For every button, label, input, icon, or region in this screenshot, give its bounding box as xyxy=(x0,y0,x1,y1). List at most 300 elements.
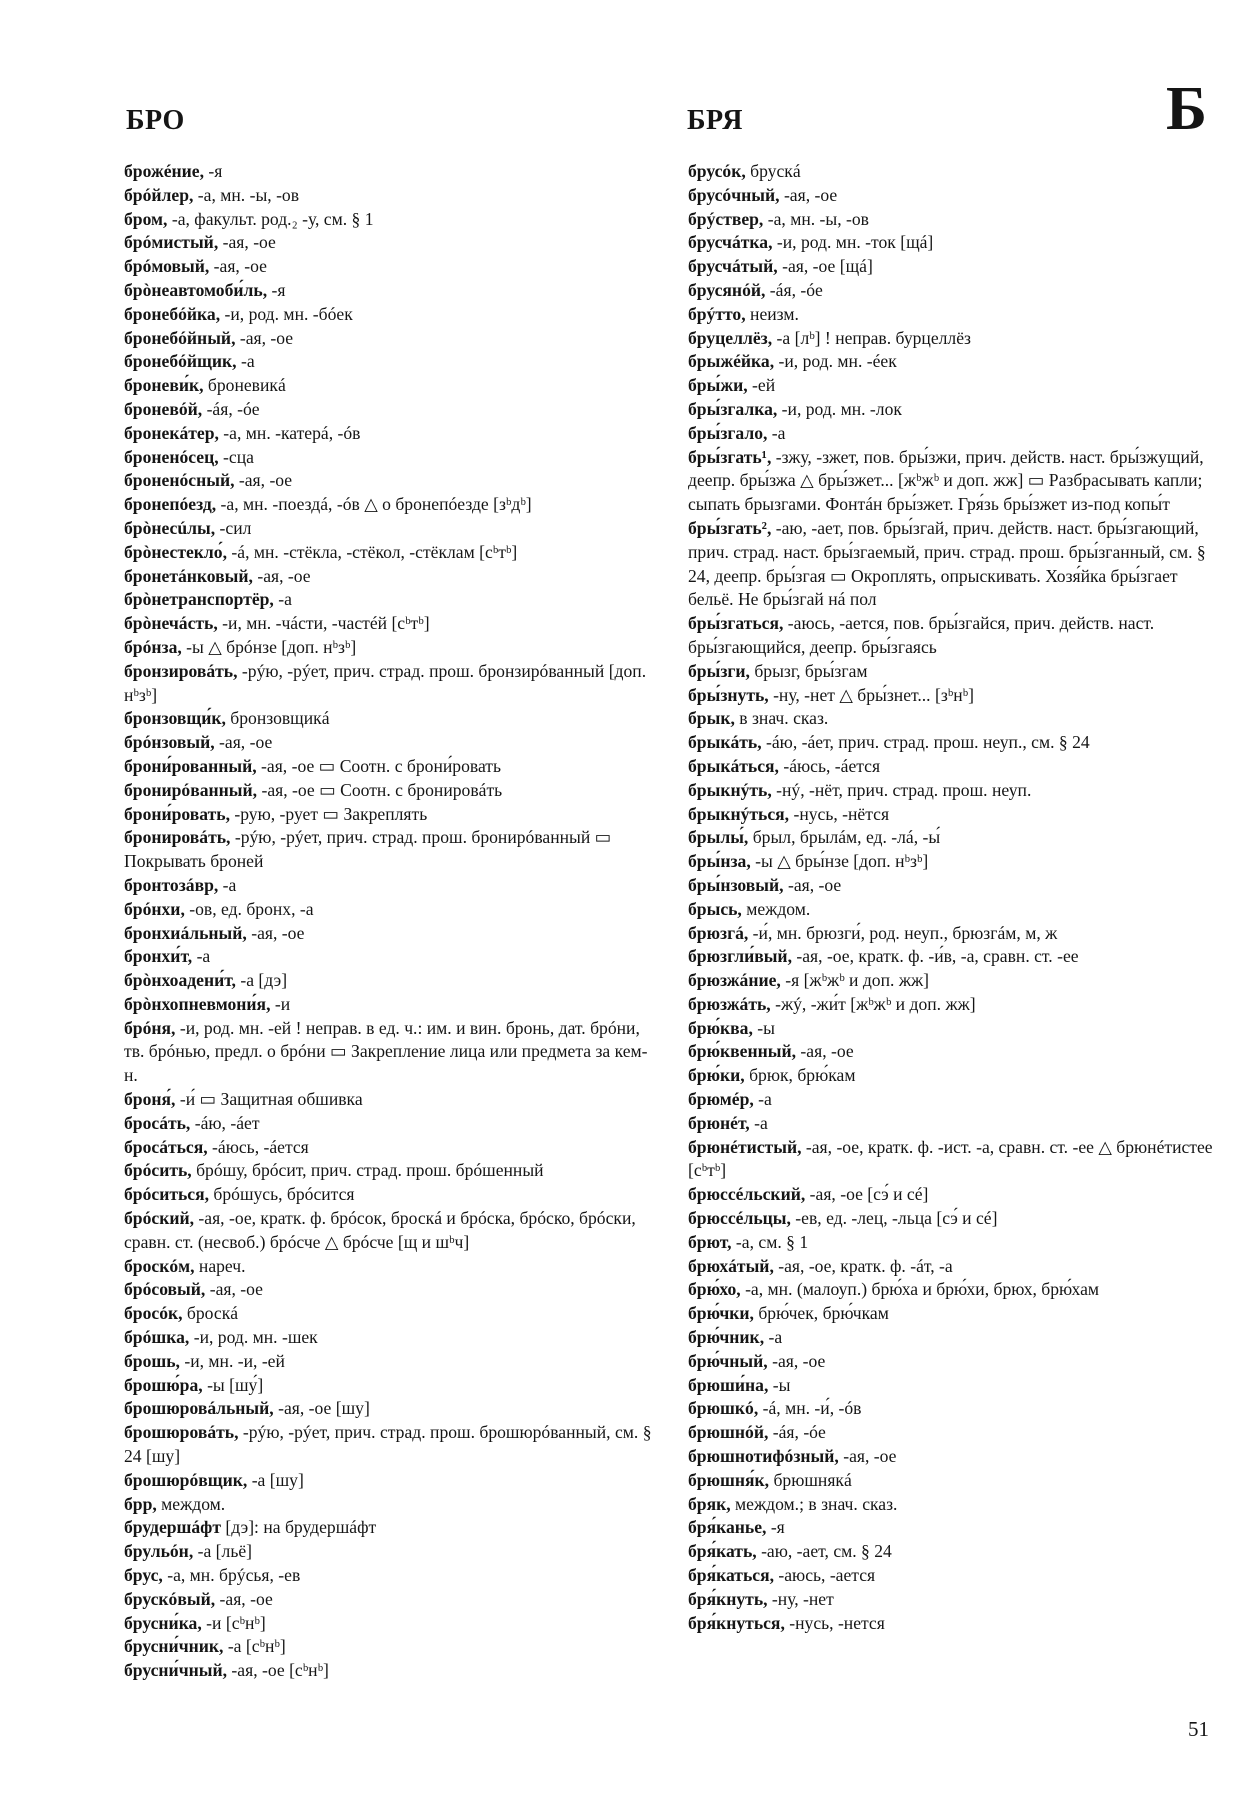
dictionary-entry xyxy=(688,874,1214,898)
dictionary-entry xyxy=(688,945,1214,969)
entry-headword: брю́ква, xyxy=(688,1017,753,1038)
entry-definition: -а, факульт. род.₂ -у, см. § 1 xyxy=(167,208,374,229)
entry-headword: брю́чный, xyxy=(688,1350,768,1371)
entry-headword: бря́канье, xyxy=(688,1517,767,1538)
dictionary-entry xyxy=(688,1040,1214,1064)
entry-definition: -ну, -нет △ бры́знет... [зᵇнᵇ] xyxy=(768,684,974,705)
dictionary-entry xyxy=(688,1326,1214,1350)
entry-headword: бронхи́т, xyxy=(124,946,193,967)
entry-headword: брусянóй, xyxy=(688,279,766,300)
dictionary-entry xyxy=(124,1564,658,1588)
entry-definition: -ы △ брóнзе [доп. нᵇзᵇ] xyxy=(181,636,357,657)
dictionary-entry xyxy=(124,779,658,803)
entry-headword: брони́ровать, xyxy=(124,803,230,824)
entry-headword: брусóк, xyxy=(688,161,746,181)
dictionary-entry xyxy=(124,1302,658,1326)
entry-headword: брюссéльцы, xyxy=(688,1208,791,1229)
entry-definition: -ая, -ое xyxy=(246,922,305,943)
dictionary-entry xyxy=(124,1159,658,1183)
entry-definition: -а, см. § 1 xyxy=(731,1231,809,1252)
dictionary-entry xyxy=(124,1659,658,1683)
entry-headword: брюссéльский, xyxy=(688,1184,806,1205)
entry-headword: бронебóйка, xyxy=(124,303,221,324)
entry-definition: -и, мн. -и, -ей xyxy=(179,1350,285,1371)
dictionary-entry xyxy=(688,1612,1214,1636)
entry-headword: брус, xyxy=(124,1565,163,1586)
entry-headword: бры́зги, xyxy=(688,660,750,681)
entry-definition: -и, род. мн. -éек xyxy=(774,351,897,372)
dictionary-entry xyxy=(688,160,1214,184)
entry-definition: -а [сᵇнᵇ] xyxy=(223,1636,286,1657)
dictionary-entry xyxy=(124,612,658,636)
dictionary-entry xyxy=(688,1255,1214,1279)
entry-definition: -áя, -óе xyxy=(202,398,260,419)
entry-headword: брюшкó, xyxy=(688,1398,759,1419)
dictionary-entry xyxy=(688,922,1214,946)
dictionary-entry xyxy=(124,1112,658,1136)
entry-headword: бря́кнуться, xyxy=(688,1612,785,1633)
dictionary-entry xyxy=(688,826,1214,850)
entry-definition: -ев, ед. -лец, -льца [сэ́ и сé] xyxy=(790,1208,998,1229)
entry-headword: брылы́, xyxy=(688,827,749,848)
entry-headword: бря́кнуть, xyxy=(688,1588,768,1609)
entry-headword: брыкнýть, xyxy=(688,779,772,800)
dictionary-entry xyxy=(688,1350,1214,1374)
entry-headword: брю́ки, xyxy=(688,1065,745,1086)
entry-headword: бры́жи, xyxy=(688,375,748,396)
dictionary-entry xyxy=(124,945,658,969)
dictionary-entry xyxy=(124,493,658,517)
dictionary-entry xyxy=(124,350,658,374)
dictionary-entry xyxy=(688,184,1214,208)
dictionary-entry xyxy=(124,1635,658,1659)
entry-headword: брýтто, xyxy=(688,303,746,324)
entry-headword: брюмéр, xyxy=(688,1089,754,1110)
entry-definition: -áя, -óе xyxy=(765,279,823,300)
dictionary-entry xyxy=(124,1278,658,1302)
dictionary-entry xyxy=(124,160,658,184)
entry-headword: брóнза, xyxy=(124,636,182,657)
entry-definition: -áя, -óе xyxy=(768,1422,826,1443)
dictionary-entry xyxy=(688,1374,1214,1398)
entry-definition: -ая, -ое, кратк. ф. -áт, -а xyxy=(773,1255,953,1276)
entry-definition: -а [лᵇ] ! неправ. бурцеллёз xyxy=(772,327,971,348)
entry-headword: бры́нзовый, xyxy=(688,874,784,895)
dictionary-entry xyxy=(688,1397,1214,1421)
dictionary-entry xyxy=(688,1564,1214,1588)
entry-headword: брыкáть, xyxy=(688,732,762,753)
entry-headword: брю́хо, xyxy=(688,1279,741,1300)
dictionary-entry xyxy=(124,588,658,612)
entry-headword: бром, xyxy=(124,208,168,229)
dictionary-entry xyxy=(124,1397,658,1421)
dictionary-entry xyxy=(688,517,1214,612)
entry-headword: брусóчный, xyxy=(688,184,780,205)
entry-headword: брусни́ка, xyxy=(124,1612,202,1633)
dictionary-entry xyxy=(688,898,1214,922)
entry-definition: -ая, -ое xyxy=(214,732,273,753)
entry-definition: -ая, -ое xyxy=(779,184,838,205)
entry-headword: брóнзовый, xyxy=(124,732,215,753)
entry-definition: -ая, -ое xyxy=(767,1350,826,1371)
dictionary-entry xyxy=(688,1112,1214,1136)
dictionary-entry xyxy=(124,446,658,470)
entry-headword: брю́чки, xyxy=(688,1303,754,1324)
dictionary-entry xyxy=(124,1017,658,1088)
dictionary-entry xyxy=(688,660,1214,684)
dictionary-entry xyxy=(124,327,658,351)
running-header-right: БРЯ xyxy=(687,105,743,136)
entry-headword: брóмистый, xyxy=(124,232,219,253)
dictionary-entry xyxy=(124,731,658,755)
entry-headword: брòнетранспортёр, xyxy=(124,589,274,610)
dictionary-entry xyxy=(688,1136,1214,1184)
entry-headword: бры́згало, xyxy=(688,422,768,443)
entry-definition: -и, род. мн. -бóек xyxy=(220,303,353,324)
entry-headword: брю́квенный, xyxy=(688,1041,797,1062)
entry-definition: -и, род. мн. -лок xyxy=(777,398,902,419)
dictionary-entry xyxy=(688,1588,1214,1612)
dictionary-entry xyxy=(124,279,658,303)
entry-headword: брусчáтый, xyxy=(688,256,778,277)
dictionary-entry xyxy=(124,922,658,946)
running-header-left: БРО xyxy=(126,105,185,136)
entry-headword: брык, xyxy=(688,708,735,729)
entry-definition: -нусь, -нётся xyxy=(789,803,890,824)
entry-definition: -áюсь, -áется xyxy=(778,755,881,776)
dictionary-entry xyxy=(124,1516,658,1540)
entry-headword: брóмовый, xyxy=(124,256,210,277)
dictionary-entry xyxy=(124,422,658,446)
entry-headword: бронетáнковый, xyxy=(124,565,253,586)
dictionary-entry xyxy=(688,327,1214,351)
entry-definition: -ая, -ое xyxy=(218,232,276,253)
entry-headword: брульóн, xyxy=(124,1541,194,1562)
entry-definition: -зжу, -зжет, пов. бры́зжи, прич. действ. наст. бры́зжущий, деепр. бры́зжа △ бры́зжет... [жᵇжᵇ и доп. жж] ▭ Разбрасывать капли; сыпать брызгами. Фонтáн бры́зжет. Гря́зь бры́зжет из-под копы́т xyxy=(688,446,1204,515)
entry-definition: -нусь, -нется xyxy=(784,1612,885,1633)
entry-definition: -ну, -нет xyxy=(767,1588,834,1609)
entry-definition: -и xyxy=(270,993,291,1014)
dictionary-entry xyxy=(124,1136,658,1160)
dictionary-entry xyxy=(124,898,658,922)
entry-headword: брошю́ра, xyxy=(124,1374,203,1395)
dictionary-entry xyxy=(688,731,1214,755)
entry-headword: бронебóйный, xyxy=(124,327,236,348)
entry-headword: брют, xyxy=(688,1231,732,1252)
entry-definition: междом. xyxy=(741,898,811,919)
entry-definition: -ы xyxy=(752,1017,775,1038)
dictionary-entry xyxy=(688,684,1214,708)
entry-headword: бронхиáльный, xyxy=(124,922,247,943)
entry-headword: бры́згать², xyxy=(688,517,772,538)
entry-headword: бруцеллёз, xyxy=(688,327,773,348)
entry-headword: брр, xyxy=(124,1493,157,1514)
dictionary-entry xyxy=(124,969,658,993)
dictionary-entry xyxy=(688,612,1214,660)
entry-headword: брòнхопневмони́я, xyxy=(124,993,271,1014)
right-column xyxy=(688,160,1214,1635)
dictionary-entry xyxy=(124,1493,658,1517)
entry-definition: -сца xyxy=(218,446,254,467)
dictionary-entry xyxy=(124,803,658,827)
entry-headword: брюшня́к, xyxy=(688,1469,770,1490)
entry-headword: броскóм, xyxy=(124,1255,195,1276)
entry-headword: бры́згаться, xyxy=(688,613,784,634)
entry-headword: брюхáтый, xyxy=(688,1255,774,1276)
entry-definition: -рýю, -рýет, прич. страд. прош. бронирóванный ▭ Покрывать броней xyxy=(124,827,612,872)
entry-headword: брюшнóй, xyxy=(688,1422,769,1443)
entry-headword: брюзжáние, xyxy=(688,970,781,991)
entry-headword: брошь, xyxy=(124,1350,180,1371)
entry-definition: -аюсь, -ается, пов. бры́згайся, прич. действ. наст. бры́згающийся, деепр. бры́згаясь xyxy=(688,613,1155,657)
dictionary-entry xyxy=(688,1017,1214,1041)
entry-headword: брòнечáсть, xyxy=(124,613,218,634)
entry-definition: -ая, -ое ▭ Соотн. с бронировáть xyxy=(257,779,503,800)
entry-definition: брюк, брю́кам xyxy=(744,1065,856,1086)
entry-definition: -и, род. мн. -шек xyxy=(189,1327,318,1348)
entry-definition: -а, мн. -ы, -ов xyxy=(193,184,300,205)
entry-headword: броненóсный, xyxy=(124,470,235,491)
entry-definition: -аюсь, -ается xyxy=(773,1565,876,1586)
entry-definition: -а [шу] xyxy=(247,1469,304,1490)
entry-headword: брускóвый, xyxy=(124,1588,216,1609)
thumb-index-letter: Б xyxy=(1166,75,1207,143)
entry-definition: -ая, -ое xyxy=(235,327,294,348)
entry-headword: брюнéт, xyxy=(688,1112,750,1133)
entry-definition: -а [дэ] xyxy=(235,970,288,991)
entry-definition: -нý, -нёт, прич. страд. прош. неуп. xyxy=(771,779,1032,800)
dictionary-entry xyxy=(124,874,658,898)
entry-definition: -áю, -áет xyxy=(190,1112,260,1133)
entry-headword: бры́згать¹, xyxy=(688,446,772,467)
dictionary-entry xyxy=(124,1088,658,1112)
dictionary-entry xyxy=(688,1231,1214,1255)
dictionary-entry xyxy=(124,469,658,493)
entry-definition: -áюсь, -áется xyxy=(207,1136,309,1157)
entry-headword: бры́нза, xyxy=(688,851,751,872)
page-number: 51 xyxy=(1188,1717,1209,1741)
entry-headword: брóня, xyxy=(124,1017,176,1038)
dictionary-entry xyxy=(124,1374,658,1398)
entry-definition: -ая, -ое xyxy=(838,1446,897,1467)
dictionary-entry xyxy=(688,850,1214,874)
dictionary-entry xyxy=(688,279,1214,303)
dictionary-entry xyxy=(688,1278,1214,1302)
entry-definition: -á, мн. -и́, -óв xyxy=(758,1398,862,1419)
entry-headword: бросáться, xyxy=(124,1136,208,1157)
entry-definition: -ая, -ое xyxy=(796,1041,854,1062)
entry-definition: -жý, -жи́т [жᵇжᵇ и доп. жж] xyxy=(770,993,976,1014)
dictionary-entry xyxy=(688,1516,1214,1540)
entry-headword: брысь, xyxy=(688,898,742,919)
entry-definition: бронзовщикá xyxy=(225,708,330,729)
entry-definition: -ая, -ое, кратк. ф. -и́в, -а, сравн. ст. -ее xyxy=(791,946,1079,967)
entry-headword: бронировáть, xyxy=(124,827,231,848)
entry-definition: -а, мн. брýсья, -ев xyxy=(162,1565,301,1586)
dictionary-entry xyxy=(124,707,658,731)
dictionary-entry xyxy=(124,1469,658,1493)
entry-headword: бронирóванный, xyxy=(124,779,258,800)
entry-headword: брыкнýться, xyxy=(688,803,790,824)
entry-definition: -а xyxy=(753,1089,772,1110)
entry-headword: брóсить, xyxy=(124,1160,192,1181)
entry-definition: -я xyxy=(204,161,223,181)
dictionary-entry xyxy=(688,350,1214,374)
entry-definition: -ы [шу́] xyxy=(202,1374,264,1395)
entry-definition: -á, мн. -стёкла, -стёкол, -стёклам [сᵇтᵇ] xyxy=(227,541,518,562)
entry-headword: бры́знуть, xyxy=(688,684,769,705)
entry-headword: брюзжáть, xyxy=(688,993,771,1014)
entry-definition: -и [сᵇнᵇ] xyxy=(201,1612,266,1633)
entry-headword: брюшнотифóзный, xyxy=(688,1446,839,1467)
entry-definition: -а xyxy=(767,422,786,443)
dictionary-entry xyxy=(124,398,658,422)
entry-headword: бронзовщи́к, xyxy=(124,708,226,729)
entry-definition: -ы △ бры́нзе [доп. нᵇзᵇ] xyxy=(750,851,929,872)
entry-definition: в знач. сказ. xyxy=(734,708,829,729)
entry-headword: бронзировáть, xyxy=(124,660,238,681)
entry-headword: брыкáться, xyxy=(688,755,779,776)
entry-headword: брошюровáльный, xyxy=(124,1398,274,1419)
dictionary-entry xyxy=(124,1612,658,1636)
dictionary-entry xyxy=(124,303,658,327)
entry-definition: -и, род. мн. -ток [щá] xyxy=(772,232,934,253)
entry-definition: броневикá xyxy=(203,375,286,396)
entry-definition: -ая, -ое [сᵇнᵇ] xyxy=(227,1660,329,1681)
entry-definition: -ая, -ое, кратк. ф. -ист. -а, сравн. ст. -ее △ брюнéтистее [сᵇтᵇ] xyxy=(688,1136,1213,1181)
entry-definition: -а xyxy=(764,1327,783,1348)
entry-definition: брызг, бры́згам xyxy=(749,660,868,681)
dictionary-entry xyxy=(688,231,1214,255)
entry-headword: брóйлер, xyxy=(124,184,194,205)
entry-headword: бронепóезд, xyxy=(124,494,217,515)
entry-definition: [дэ]: на брудершáфт xyxy=(221,1517,377,1538)
entry-headword: брòнестекло́, xyxy=(124,541,228,562)
dictionary-entry xyxy=(124,184,658,208)
dictionary-entry xyxy=(688,1469,1214,1493)
entry-definition: брóшусь, брóсится xyxy=(209,1184,355,1205)
entry-definition: -а xyxy=(236,351,255,372)
entry-definition: -я xyxy=(766,1517,785,1538)
dictionary-entry xyxy=(124,660,658,708)
entry-definition: -ов, ед. бронх, -а xyxy=(184,898,314,919)
entry-headword: брòнхоадени́т, xyxy=(124,970,236,991)
entry-headword: бряк, xyxy=(688,1493,731,1514)
entry-headword: брóситься, xyxy=(124,1184,209,1205)
dictionary-entry xyxy=(688,1183,1214,1207)
entry-headword: брóшка, xyxy=(124,1327,190,1348)
entry-headword: брошюровáть, xyxy=(124,1422,239,1443)
dictionary-entry xyxy=(124,1350,658,1374)
entry-definition: -ая, -ое xyxy=(209,256,267,277)
entry-definition: -я xyxy=(267,279,286,300)
entry-definition: -а xyxy=(218,874,237,895)
dictionary-entry xyxy=(124,1540,658,1564)
dictionary-entry xyxy=(124,231,658,255)
entry-headword: брóнхи, xyxy=(124,898,185,919)
entry-definition: брюшнякá xyxy=(769,1469,852,1490)
entry-definition: -а, мн. -катерá, -óв xyxy=(218,422,361,443)
dictionary-entry xyxy=(124,1183,658,1207)
entry-definition: -ая, -ое xyxy=(205,1279,263,1300)
dictionary-entry xyxy=(688,1207,1214,1231)
entry-definition: брускá xyxy=(745,161,801,181)
dictionary-entry xyxy=(688,779,1214,803)
entry-definition: брыл, брылáм, ед. -лá, -ы́ xyxy=(748,827,941,848)
entry-headword: броня́, xyxy=(124,1089,176,1110)
dictionary-entry xyxy=(124,208,658,232)
dictionary-entry xyxy=(124,636,658,660)
dictionary-entry xyxy=(688,1493,1214,1517)
entry-headword: брошюрóвщик, xyxy=(124,1469,248,1490)
entry-definition: -ая, -ое [сэ́ и сé] xyxy=(805,1184,929,1205)
dictionary-entry xyxy=(124,1326,658,1350)
entry-headword: брóсовый, xyxy=(124,1279,206,1300)
entry-headword: брусни́чный, xyxy=(124,1660,228,1681)
entry-headword: брюши́на, xyxy=(688,1374,769,1395)
entry-headword: брýствер, xyxy=(688,208,764,229)
entry-headword: брю́чник, xyxy=(688,1327,765,1348)
dictionary-entry xyxy=(688,1088,1214,1112)
dictionary-entry xyxy=(124,541,658,565)
entry-definition: броскá xyxy=(182,1303,239,1324)
dictionary-entry xyxy=(124,1588,658,1612)
dictionary-entry xyxy=(688,208,1214,232)
dictionary-entry xyxy=(688,707,1214,731)
dictionary-entry xyxy=(124,565,658,589)
entry-headword: брудершáфт xyxy=(124,1517,221,1538)
dictionary-entry xyxy=(688,303,1214,327)
entry-definition: -ая, -ое xyxy=(234,470,293,491)
dictionary-entry xyxy=(124,255,658,279)
entry-headword: брусни́чник, xyxy=(124,1636,224,1657)
dictionary-entry xyxy=(124,826,658,874)
dictionary-entry xyxy=(124,1421,658,1469)
dictionary-entry xyxy=(124,1255,658,1279)
entry-headword: брòнеавтомоби́ль, xyxy=(124,279,268,300)
entry-definition: -рýю, -рýет, прич. страд. прош. бронзирóванный [доп. нᵇзᵇ] xyxy=(124,660,647,705)
entry-definition: -ая, -ое [шу] xyxy=(273,1398,370,1419)
entry-definition: -ая, -ое xyxy=(783,874,842,895)
entry-definition: -а, мн. (малоуп.) брю́ха и брю́хи, брюх, брю́хам xyxy=(740,1279,1100,1300)
dictionary-entry xyxy=(688,969,1214,993)
entry-definition: неизм. xyxy=(745,303,799,324)
entry-headword: бры́згалка, xyxy=(688,398,778,419)
entry-definition: -ая, -ое [щá] xyxy=(777,256,873,277)
entry-definition: -а xyxy=(192,946,211,967)
entry-definition: -и́ ▭ Защитная обшивка xyxy=(175,1089,363,1110)
dictionary-entry xyxy=(688,446,1214,517)
entry-definition: -а xyxy=(749,1112,768,1133)
dictionary-entry xyxy=(688,803,1214,827)
entry-definition: междом. xyxy=(156,1493,226,1514)
entry-headword: бря́кать, xyxy=(688,1541,757,1562)
dictionary-entry xyxy=(688,422,1214,446)
entry-definition: -аю, -ает, см. § 24 xyxy=(756,1541,892,1562)
dictionary-entry xyxy=(688,1302,1214,1326)
dictionary-entry xyxy=(124,517,658,541)
entry-headword: бронекáтер, xyxy=(124,422,219,443)
entry-definition: -ая, -ое, кратк. ф. брóсок, броскá и брóска, брóско, брóски, сравн. ст. (несвоб.) брóсче △ брóсче [щ и шᵇч] xyxy=(124,1208,636,1252)
dictionary-entry xyxy=(124,755,658,779)
entry-definition: -ы xyxy=(768,1374,791,1395)
entry-definition: -и, мн. -чáсти, -частéй [сᵇтᵇ] xyxy=(217,613,430,634)
dictionary-entry xyxy=(688,374,1214,398)
entry-definition: -сил xyxy=(215,517,252,538)
entry-headword: брòнесúлы, xyxy=(124,517,216,538)
entry-headword: броневóй, xyxy=(124,398,203,419)
dictionary-entry xyxy=(124,1207,658,1255)
